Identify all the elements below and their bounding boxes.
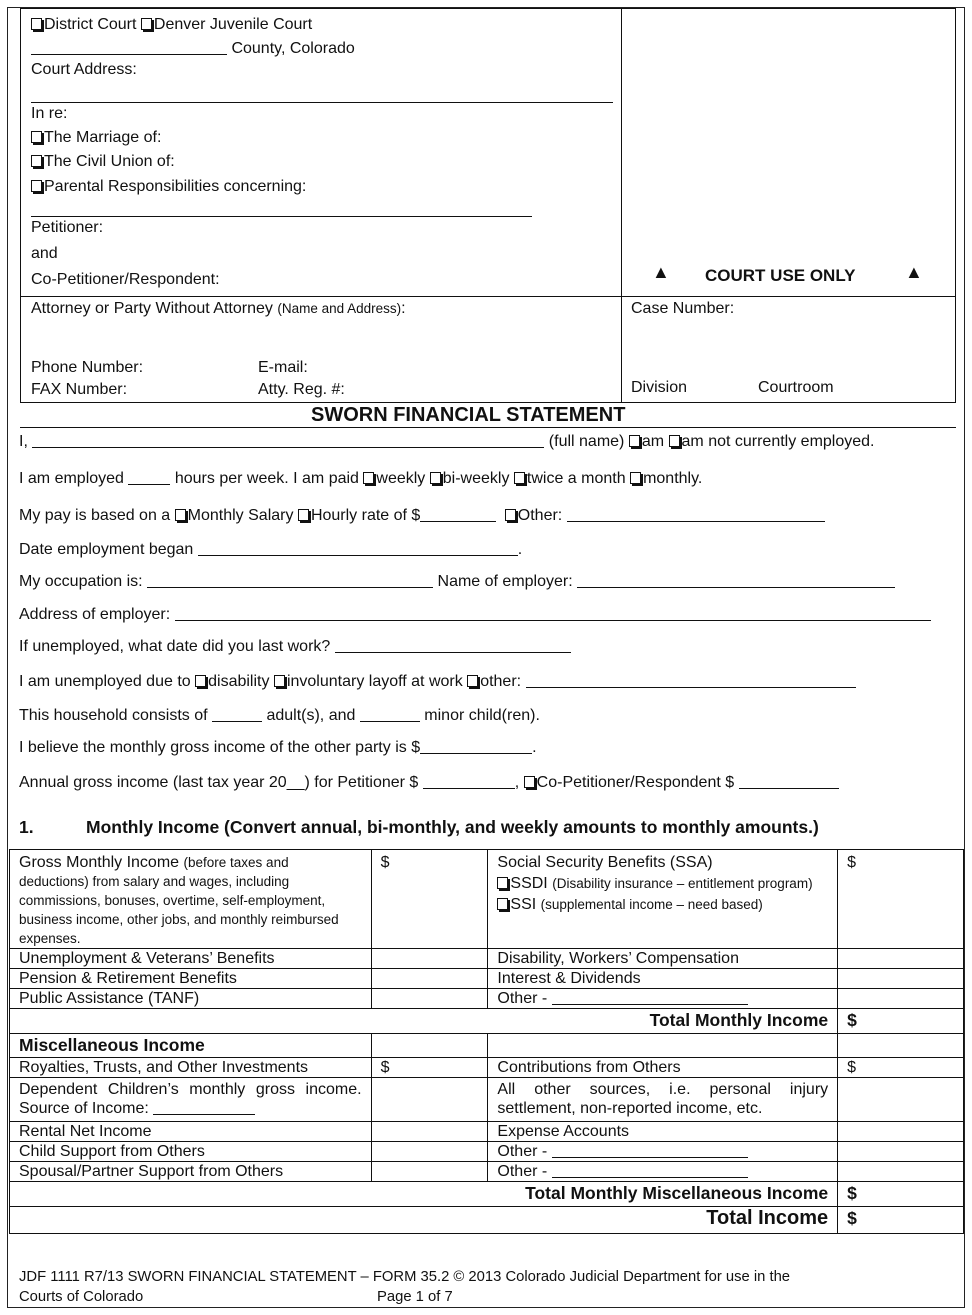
ssdi-checkbox[interactable] bbox=[497, 877, 508, 889]
other-reason-blank[interactable] bbox=[526, 674, 856, 688]
table-row bbox=[10, 850, 964, 949]
row-left-amount[interactable] bbox=[371, 989, 488, 1009]
civil-union-label: The Civil Union of: bbox=[44, 153, 175, 170]
dependent-label: Dependent Children’s monthly gross income. Source of Income: bbox=[19, 1081, 362, 1117]
marriage-checkbox[interactable] bbox=[31, 131, 42, 143]
weekly-checkbox[interactable] bbox=[363, 472, 374, 484]
dollar-sign: $ bbox=[847, 1010, 857, 1030]
civil-union-checkbox[interactable] bbox=[31, 155, 42, 167]
row-right-label: Disability, Workers’ Compensation bbox=[488, 949, 838, 969]
ssa-amount[interactable] bbox=[838, 850, 964, 949]
row-right-label: Expense Accounts bbox=[488, 1122, 838, 1142]
row-right-amount[interactable] bbox=[838, 1162, 964, 1182]
row-right-label: Other - bbox=[497, 1163, 548, 1180]
row-right-label: Other - bbox=[497, 1143, 548, 1160]
monthly-checkbox[interactable] bbox=[630, 472, 641, 484]
bi-weekly-checkbox[interactable] bbox=[430, 472, 441, 484]
table-row bbox=[10, 1142, 964, 1162]
contributions-label: Contributions from Others bbox=[488, 1058, 838, 1078]
table-row bbox=[10, 1182, 964, 1207]
row-left-label: Public Assistance (TANF) bbox=[10, 989, 372, 1009]
atty-reg-label: Atty. Reg. #: bbox=[258, 381, 345, 398]
am-label: am bbox=[641, 433, 665, 450]
employer-name-label: Name of employer: bbox=[437, 573, 573, 590]
name-address-note: (Name and Address) bbox=[277, 301, 402, 316]
employed-checkbox[interactable] bbox=[629, 435, 640, 447]
row-right-amount[interactable] bbox=[838, 949, 964, 969]
disability-checkbox[interactable] bbox=[195, 675, 206, 687]
parental-label: Parental Responsibilities concerning: bbox=[44, 178, 307, 195]
row-right-amount[interactable] bbox=[838, 1122, 964, 1142]
triangle-up-icon: ▲ bbox=[652, 262, 670, 282]
dollar-sign: $ bbox=[380, 1059, 390, 1076]
ssa-cell bbox=[488, 850, 838, 949]
page-number: Page 1 of 7 bbox=[377, 1289, 453, 1305]
other-pay-label: Other: bbox=[517, 507, 563, 524]
layoff-label: involuntary layoff at work bbox=[286, 673, 463, 690]
parental-line bbox=[31, 178, 306, 196]
last-work-blank[interactable] bbox=[335, 639, 571, 653]
court-address-blank[interactable] bbox=[31, 102, 613, 103]
ssi-detail: (supplemental income – need based) bbox=[540, 897, 763, 912]
ssdi-detail: (Disability insurance – entitlement program) bbox=[552, 876, 813, 891]
date-began-period: . bbox=[517, 541, 523, 558]
employer-address-line bbox=[19, 606, 931, 624]
employer-address-blank[interactable] bbox=[175, 607, 931, 621]
pay-basis-line bbox=[19, 507, 825, 525]
all-other-label: All other sources, i.e. personal injury settlement, non-reported income, etc. bbox=[488, 1078, 838, 1122]
marriage-line bbox=[31, 129, 161, 147]
petitioner-income-blank[interactable] bbox=[423, 775, 515, 789]
dollar-sign: $ bbox=[847, 1208, 857, 1228]
occupation-blank[interactable] bbox=[147, 574, 433, 588]
other-source-blank[interactable] bbox=[552, 991, 748, 1005]
twice-month-checkbox[interactable] bbox=[514, 472, 525, 484]
table-row bbox=[10, 969, 964, 989]
unemployed-due-label: I am unemployed due to bbox=[19, 673, 191, 690]
other-party-income-blank[interactable] bbox=[420, 740, 532, 754]
table-row bbox=[10, 1207, 964, 1234]
misc-heading-spacer bbox=[488, 1034, 838, 1058]
total-income-amount[interactable] bbox=[838, 1207, 964, 1234]
minors-blank[interactable] bbox=[360, 708, 420, 722]
county-blank[interactable] bbox=[31, 41, 227, 55]
disability-label: disability bbox=[208, 673, 270, 690]
adults-blank[interactable] bbox=[212, 708, 262, 722]
pay-based-label: My pay is based on a bbox=[19, 507, 171, 524]
email-label: E-mail: bbox=[258, 359, 308, 376]
title-underline bbox=[20, 427, 956, 428]
fax-label: FAX Number: bbox=[31, 381, 128, 398]
gross-income-label: Gross Monthly Income bbox=[19, 854, 180, 871]
denver-juvenile-checkbox[interactable] bbox=[141, 18, 152, 30]
date-began-label: Date employment began bbox=[19, 541, 194, 558]
section-heading: Monthly Income (Convert annual, bi-monthly, and weekly amounts to monthly amounts.) bbox=[86, 817, 819, 837]
occupation-label: My occupation is: bbox=[19, 573, 143, 590]
household-label: This household consists of bbox=[19, 707, 208, 724]
dollar-sign: $ bbox=[380, 854, 390, 871]
hours-label: hours per week. I am paid bbox=[174, 470, 359, 487]
dependent-cell bbox=[10, 1078, 372, 1122]
date-began-blank[interactable] bbox=[198, 542, 518, 556]
misc-heading: Miscellaneous Income bbox=[10, 1034, 372, 1058]
civil-union-line bbox=[31, 153, 175, 171]
dependent-amount[interactable] bbox=[371, 1078, 488, 1122]
table-row bbox=[10, 989, 964, 1009]
royalties-amount[interactable] bbox=[371, 1058, 488, 1078]
full-name-blank[interactable] bbox=[32, 434, 544, 448]
believe-income-label: I believe the monthly gross income of the other party is $ bbox=[19, 739, 421, 756]
employed-label: I am employed bbox=[19, 470, 124, 487]
county-label: County, Colorado bbox=[231, 40, 355, 57]
minors-label: minor child(ren). bbox=[424, 707, 540, 724]
table-row bbox=[10, 1162, 964, 1182]
full-name-note: (full name) bbox=[548, 433, 625, 450]
courtroom-label: Courtroom bbox=[758, 379, 834, 396]
table-row bbox=[10, 1122, 964, 1142]
other-party-income-line bbox=[19, 739, 537, 757]
other-source-blank[interactable] bbox=[552, 1164, 748, 1178]
misc-heading-spacer bbox=[371, 1034, 488, 1058]
marriage-label: The Marriage of: bbox=[44, 129, 162, 146]
and-label: and bbox=[31, 245, 58, 262]
row-right-label: Interest & Dividends bbox=[488, 969, 838, 989]
table-row bbox=[10, 1034, 964, 1058]
attorney-label: Attorney or Party Without Attorney bbox=[31, 300, 273, 317]
district-court-label: District Court bbox=[44, 16, 137, 33]
employer-address-label: Address of employer: bbox=[19, 606, 171, 623]
court-address-label: Court Address: bbox=[31, 61, 137, 78]
row-right-cell bbox=[488, 989, 838, 1009]
ssdi-label: SSDI bbox=[510, 875, 548, 892]
adults-label: adult(s), and bbox=[266, 707, 356, 724]
case-number-label: Case Number: bbox=[631, 300, 735, 317]
gross-income-detail: (before taxes and deductions) from salary and wages, including commissions, bonuses, overtime, self-employment, business income, other jobs, and monthly reimbursed expenses. bbox=[19, 855, 339, 946]
row-right-amount[interactable] bbox=[838, 1142, 964, 1162]
table-row bbox=[10, 1078, 964, 1122]
monthly-salary-label: Monthly Salary bbox=[187, 507, 294, 524]
unemployed-due-line bbox=[19, 673, 856, 691]
caption-bottom-line bbox=[20, 402, 956, 403]
am-not-label: am not currently employed. bbox=[681, 433, 875, 450]
phone-label: Phone Number: bbox=[31, 359, 144, 376]
attorney-colon: : bbox=[401, 300, 406, 317]
footer-line-1: JDF 1111 R7/13 SWORN FINANCIAL STATEMENT – FORM 35.2 © 2013 Colorado Judicial Department for use in the bbox=[19, 1269, 791, 1285]
caption-divider bbox=[621, 8, 622, 403]
row-left-amount[interactable] bbox=[371, 969, 488, 989]
table-row bbox=[10, 1058, 964, 1078]
dependent-source-blank[interactable] bbox=[153, 1101, 255, 1115]
row-left-amount[interactable] bbox=[371, 1162, 488, 1182]
dollar-sign: $ bbox=[847, 1183, 857, 1203]
caption-mid-line bbox=[20, 296, 956, 297]
county-line bbox=[31, 40, 355, 58]
royalties-label: Royalties, Trusts, and Other Investments bbox=[10, 1058, 372, 1078]
table-row bbox=[10, 1009, 964, 1034]
row-left-label: Unemployment & Veterans’ Benefits bbox=[10, 949, 372, 969]
other-pay-checkbox[interactable] bbox=[505, 509, 516, 521]
row-right-cell bbox=[488, 1142, 838, 1162]
weekly-label: weekly bbox=[376, 470, 426, 487]
co-petitioner-income-label: Co-Petitioner/Respondent $ bbox=[536, 774, 735, 791]
hours-blank[interactable] bbox=[128, 471, 170, 485]
row-right-amount[interactable] bbox=[838, 989, 964, 1009]
total-monthly-amount[interactable] bbox=[838, 1009, 964, 1034]
last-work-line bbox=[19, 638, 571, 656]
annual-income-comma: , bbox=[514, 774, 520, 791]
believe-income-period: . bbox=[532, 739, 537, 756]
ssi-label: SSI bbox=[510, 896, 537, 913]
all-other-amount[interactable] bbox=[838, 1078, 964, 1122]
row-left-amount[interactable] bbox=[371, 949, 488, 969]
full-name-line bbox=[19, 433, 875, 451]
row-left-amount[interactable] bbox=[371, 1122, 488, 1142]
monthly-label: monthly. bbox=[643, 470, 703, 487]
contributions-amount[interactable] bbox=[838, 1058, 964, 1078]
gross-income-cell bbox=[10, 850, 372, 949]
misc-heading-spacer bbox=[838, 1034, 964, 1058]
row-right-label: Other - bbox=[497, 990, 548, 1007]
parties-blank[interactable] bbox=[31, 216, 532, 217]
table-row bbox=[10, 949, 964, 969]
ssi-checkbox[interactable] bbox=[497, 898, 508, 910]
row-left-label: Rental Net Income bbox=[10, 1122, 372, 1142]
court-use-only-label: COURT USE ONLY bbox=[705, 266, 856, 285]
dollar-sign: $ bbox=[847, 854, 857, 871]
petitioner-label: Petitioner: bbox=[31, 219, 104, 236]
page-title: SWORN FINANCIAL STATEMENT bbox=[311, 404, 626, 426]
attorney-line bbox=[31, 300, 406, 318]
occupation-line bbox=[19, 573, 895, 591]
caption-right-line bbox=[955, 8, 956, 403]
household-line bbox=[19, 707, 540, 725]
district-court-checkbox[interactable] bbox=[31, 18, 42, 30]
total-misc-label: Total Monthly Miscellaneous Income bbox=[10, 1182, 838, 1207]
row-left-label: Child Support from Others bbox=[10, 1142, 372, 1162]
caption-top-line bbox=[20, 8, 956, 9]
caption-left-line bbox=[20, 8, 21, 403]
division-label: Division bbox=[631, 379, 688, 396]
total-monthly-label: Total Monthly Income bbox=[10, 1009, 838, 1034]
co-petitioner-income-checkbox[interactable] bbox=[524, 776, 535, 788]
employment-hours-line bbox=[19, 470, 702, 488]
not-employed-checkbox[interactable] bbox=[669, 435, 680, 447]
other-reason-label: other: bbox=[480, 673, 522, 690]
footer-line-2: Courts of Colorado bbox=[19, 1289, 144, 1305]
hourly-rate-label: Hourly rate of $ bbox=[310, 507, 421, 524]
co-petitioner-label: Co-Petitioner/Respondent: bbox=[31, 271, 220, 288]
ssa-label: Social Security Benefits (SSA) bbox=[497, 854, 713, 871]
annual-income-label: Annual gross income (last tax year 20__) for Petitioner $ bbox=[19, 774, 419, 791]
bi-weekly-label: bi-weekly bbox=[442, 470, 510, 487]
row-right-cell bbox=[488, 1162, 838, 1182]
i-prefix: I, bbox=[19, 433, 28, 450]
parental-checkbox[interactable] bbox=[31, 180, 42, 192]
triangle-up-icon: ▲ bbox=[905, 262, 923, 282]
other-pay-blank[interactable] bbox=[567, 508, 825, 522]
annual-income-line bbox=[19, 774, 839, 792]
employer-name-blank[interactable] bbox=[577, 574, 895, 588]
court-type-line bbox=[31, 16, 312, 34]
row-left-amount[interactable] bbox=[371, 1142, 488, 1162]
row-right-amount[interactable] bbox=[838, 969, 964, 989]
total-misc-amount[interactable] bbox=[838, 1182, 964, 1207]
income-table bbox=[9, 849, 964, 1234]
twice-month-label: twice a month bbox=[526, 470, 626, 487]
section-number: 1. bbox=[19, 817, 34, 837]
hourly-rate-checkbox[interactable] bbox=[298, 509, 309, 521]
date-began-line bbox=[19, 541, 522, 559]
row-left-label: Spousal/Partner Support from Others bbox=[10, 1162, 372, 1182]
other-source-blank[interactable] bbox=[552, 1144, 748, 1158]
layoff-checkbox[interactable] bbox=[274, 675, 285, 687]
row-left-label: Pension & Retirement Benefits bbox=[10, 969, 372, 989]
monthly-salary-checkbox[interactable] bbox=[175, 509, 186, 521]
in-re-label: In re: bbox=[31, 105, 68, 122]
hourly-rate-blank[interactable] bbox=[420, 508, 496, 522]
other-reason-checkbox[interactable] bbox=[467, 675, 478, 687]
dollar-sign: $ bbox=[847, 1059, 857, 1076]
last-work-label: If unemployed, what date did you last work? bbox=[19, 638, 331, 655]
co-petitioner-income-blank[interactable] bbox=[739, 775, 839, 789]
gross-income-amount[interactable] bbox=[371, 850, 488, 949]
denver-juvenile-label: Denver Juvenile Court bbox=[153, 16, 313, 33]
total-income-label: Total Income bbox=[10, 1207, 838, 1234]
